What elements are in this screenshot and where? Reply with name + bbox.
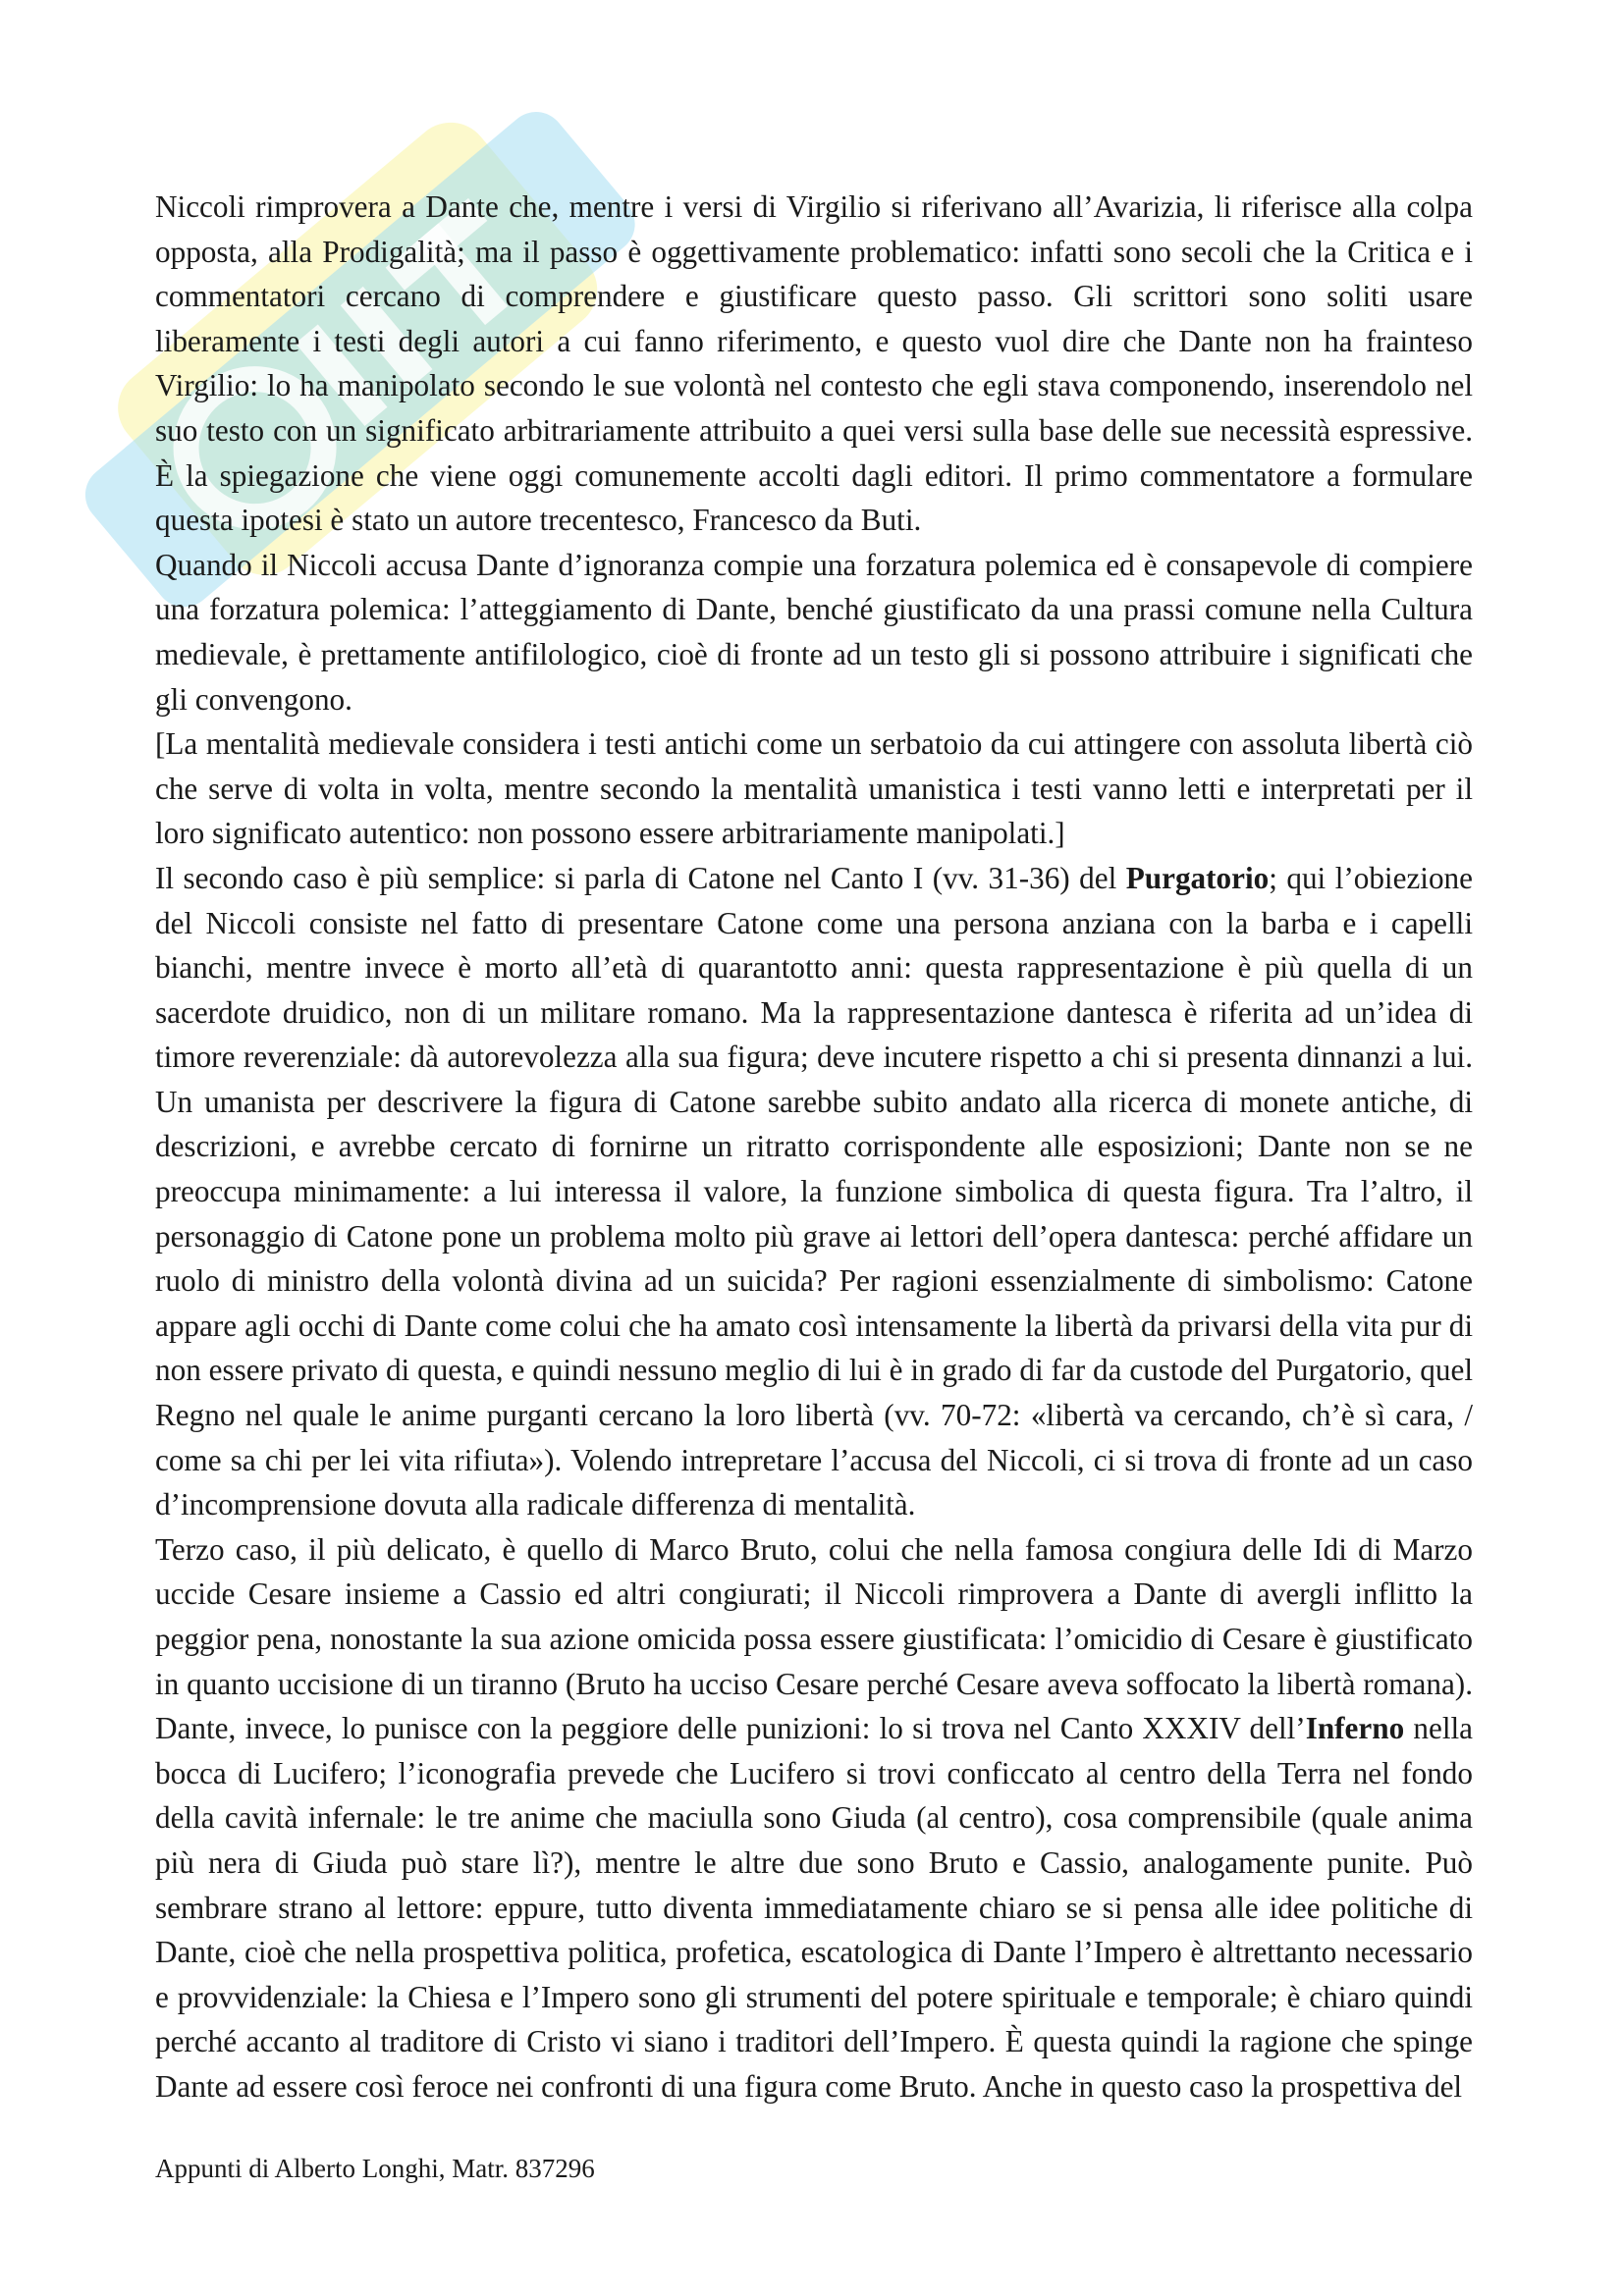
- paragraph-text: Terzo caso, il più delicato, è quello di Marco Bruto, colui che nella famosa congiura delle Idi di Marzo uccide Cesare insieme a Cassio ed altri congiurati; il Niccoli rimprovera a Dante di avergli inflitto la peggior pena, nonostante la sua azione omicida possa essere giustificata: l’omicidio di Cesare è giustificato in quanto uccisione di un tiranno (Bruto ha ucciso Cesare perché Cesare aveva soffocato la libertà romana). Dante, invece, lo punisce con la peggiore delle punizioni: lo si trova nel Canto XXXIV dell’: [155, 1531, 1473, 1746]
- paragraph-text: Il secondo caso è più semplice: si parla di Catone nel Canto I (vv. 31-36) del: [155, 860, 1126, 895]
- paragraph-2: [155, 543, 1473, 721]
- paragraph-3: [155, 721, 1473, 856]
- paragraph-text: Quando il Niccoli accusa Dante d’ignoranza compie una forzatura polemica ed è consapevole di compiere una forzatura polemica: l’atteggiamento di Dante, benché giustificato da una prassi comune nella Cultura medievale, è prettamente antifilologico, cioè di fronte ad un testo gli si possono attribuire i significati che gli convengono.: [155, 547, 1473, 717]
- paragraph-text: [La mentalità medievale considera i testi antichi come un serbatoio da cui attingere con assoluta libertà ciò che serve di volta in volta, mentre secondo la mentalità umanistica i testi vanno letti e interpretati per il loro significato autentico: non possono essere arbitrariamente manipolati.]: [155, 726, 1473, 851]
- bold-term: Inferno: [1305, 1711, 1405, 1746]
- paragraph-text: nella bocca di Lucifero; l’iconografia prevede che Lucifero si trovi conficcato al centro della Terra nel fondo della cavità infernale: le tre anime che maciulla sono Giuda (al centro), cosa comprensibile (quale anima più nera di Giuda può stare lì?), mentre le altre due sono Bruto e Cassio, analogamente punite. Può sembrare strano al lettore: eppure, tutto diventa immediatamente chiaro se si pensa alle idee politiche di Dante, cioè che nella prospettiva politica, profetica, escatologica di Dante l’Impero è altrettanto necessario e provvidenziale: la Chiesa e l’Impero sono gli strumenti del potere spirituale e temporale; è chiaro quindi perché accanto al traditore di Cristo vi siano i traditori dell’Impero. È questa quindi la ragione che spinge Dante ad essere così feroce nei confronti di una figura come Bruto. Anche in questo caso la prospettiva del: [155, 1711, 1474, 2104]
- document-body: [155, 185, 1473, 2109]
- paragraph-1: [155, 185, 1473, 543]
- page-footer: Appunti di Alberto Longhi, Matr. 837296: [155, 2154, 595, 2183]
- paragraph-text: Niccoli rimprovera a Dante che, mentre i versi di Virgilio si riferivano all’Avarizia, li riferisce alla colpa opposta, alla Prodigalità; ma il passo è oggettivamente problematico: infatti sono secoli che la Critica e i commentatori cercano di comprendere e giustificare questo passo. Gli scrittori sono soliti usare liberamente i testi degli autori a cui fanno riferimento, e questo vuol dire che Dante non ha frainteso Virgilio: lo ha manipolato secondo le sue volontà nel contesto che egli stava componendo, inserendolo nel suo testo con un significato arbitrariamente attribuito a quei versi sulla base delle sue necessità espressive. È la spiegazione che viene oggi comunemente accolti dagli editori. Il primo commentatore a formulare questa ipotesi è stato un autore trecentesco, Francesco da Buti.: [155, 189, 1473, 538]
- paragraph-4: [155, 856, 1473, 1527]
- bold-term: Purgatorio: [1125, 860, 1270, 895]
- paragraph-text: ; qui l’obiezione del Niccoli consiste nel fatto di presentare Catone come una persona anziana con la barba e i capelli bianchi, mentre invece è morto all’età di quarantotto anni: questa rappresentazione è più quella di un sacerdote druidico, non di un militare romano. Ma la rappresentazione dantesca è riferita ad un’idea di timore reverenziale: dà autorevolezza alla sua figura; deve incutere rispetto a chi si presenta dinnanzi a lui. Un umanista per descrivere la figura di Catone sarebbe subito andato alla ricerca di monete antiche, di descrizioni, e avrebbe cercato di fornirne un ritratto corrispondente alle esposizioni; Dante non se ne preoccupa minimamente: a lui interessa il valore, la funzione simbolica di questa figura. Tra l’altro, il personaggio di Catone pone un problema molto più grave ai lettori dell’opera dantesca: perché affidare un ruolo di ministro della volontà divina ad un suicida? Per ragioni essenzialmente di simbolismo: Catone appare agli occhi di Dante come colui che ha amato così intensamente la libertà da privarsi della vita pur di non essere privato di questa, e quindi nessuno meglio di lui è in grado di far da custode del Purgatorio, quel Regno nel quale le anime purganti cercano la loro libertà (vv. 70-72: «libertà va cercando, ch’è sì cara, / come sa chi per lei vita rifiuta»). Volendo intrepretare l’accusa del Niccoli, ci si trova di fronte ad un caso d’incomprensione dovuta alla radicale differenza di mentalità.: [155, 860, 1473, 1522]
- paragraph-5: [155, 1527, 1473, 2109]
